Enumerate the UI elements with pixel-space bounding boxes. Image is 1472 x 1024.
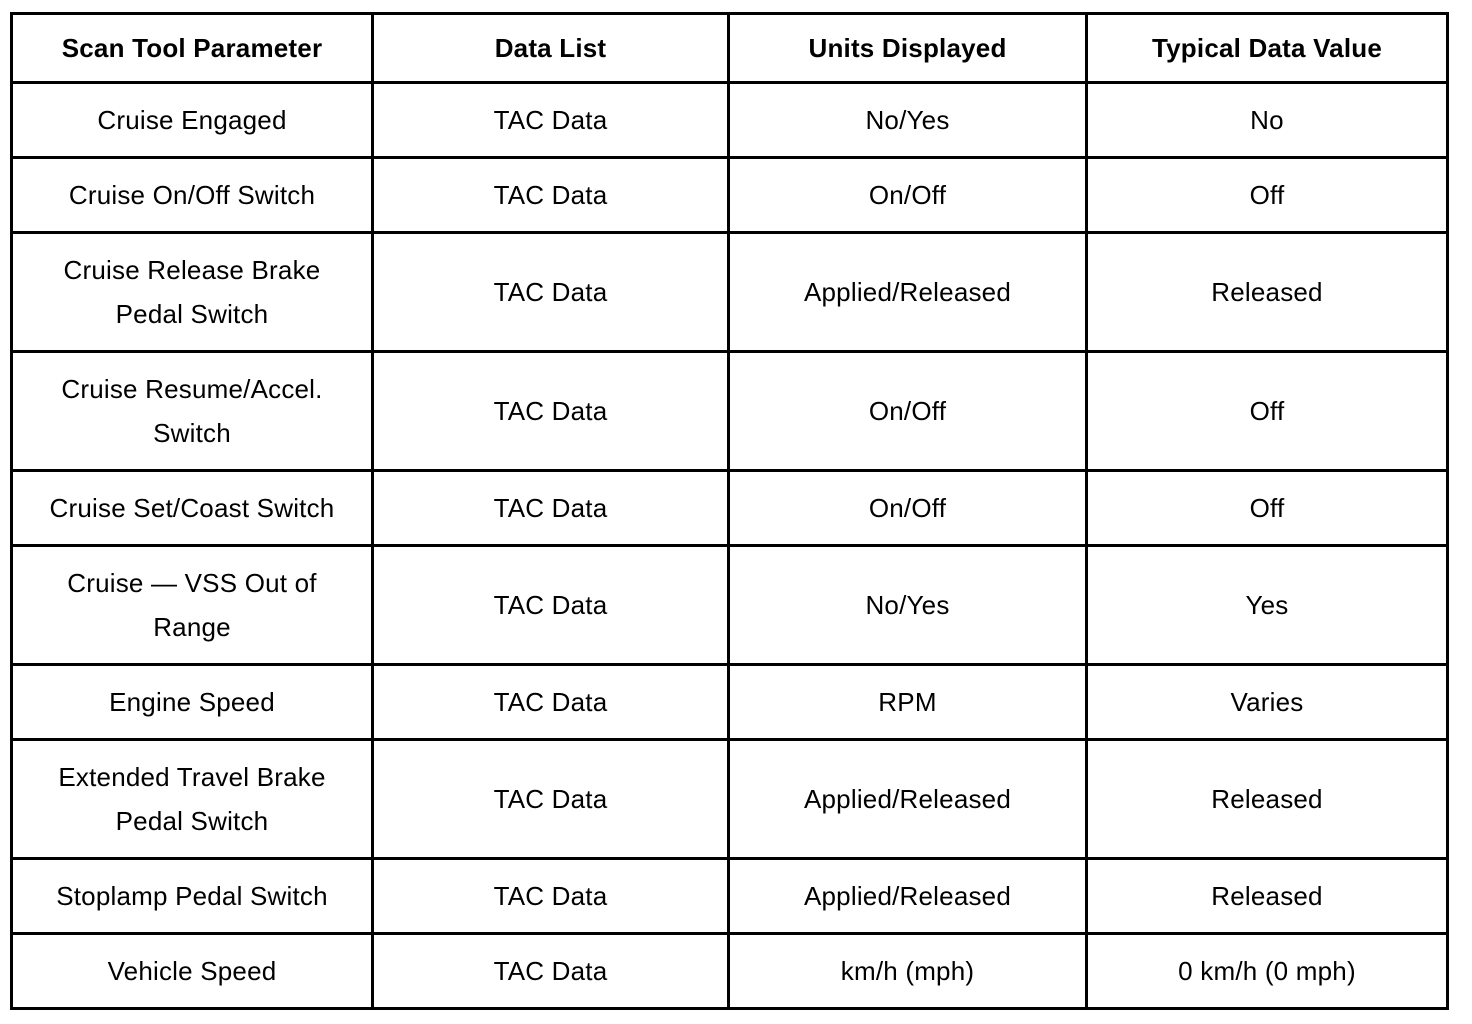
cell-units: No/Yes [729,546,1087,665]
table-header-row [12,14,1448,83]
cell-parameter: Engine Speed [12,665,373,740]
cell-typical-value: Released [1087,859,1448,934]
header-data-list: Data List [373,14,729,83]
cell-typical-value: Yes [1087,546,1448,665]
cell-typical-value: Released [1087,233,1448,352]
table-row [12,158,1448,233]
table-row [12,934,1448,1009]
table-row [12,546,1448,665]
scan-tool-data-table [10,12,1449,1010]
header-scan-tool-parameter: Scan Tool Parameter [12,14,373,83]
cell-data-list: TAC Data [373,233,729,352]
cell-data-list: TAC Data [373,934,729,1009]
cell-parameter: Vehicle Speed [12,934,373,1009]
cell-units: On/Off [729,352,1087,471]
cell-units: On/Off [729,471,1087,546]
cell-data-list: TAC Data [373,859,729,934]
cell-typical-value: Off [1087,352,1448,471]
table-row [12,83,1448,158]
cell-units: On/Off [729,158,1087,233]
table-row [12,233,1448,352]
cell-data-list: TAC Data [373,740,729,859]
scan-tool-data-table-container [10,12,1446,1010]
cell-data-list: TAC Data [373,665,729,740]
table-row [12,352,1448,471]
cell-parameter: Cruise On/Off Switch [12,158,373,233]
cell-units: Applied/Released [729,740,1087,859]
table-row [12,740,1448,859]
cell-data-list: TAC Data [373,546,729,665]
cell-units: Applied/Released [729,233,1087,352]
cell-typical-value: Off [1087,471,1448,546]
cell-data-list: TAC Data [373,352,729,471]
cell-typical-value: Varies [1087,665,1448,740]
header-typical-data-value: Typical Data Value [1087,14,1448,83]
cell-units: Applied/Released [729,859,1087,934]
cell-typical-value: No [1087,83,1448,158]
cell-parameter: Cruise Release Brake Pedal Switch [12,233,373,352]
cell-parameter: Cruise Set/Coast Switch [12,471,373,546]
cell-data-list: TAC Data [373,83,729,158]
cell-parameter: Extended Travel Brake Pedal Switch [12,740,373,859]
cell-units: No/Yes [729,83,1087,158]
cell-parameter: Cruise — VSS Out of Range [12,546,373,665]
cell-data-list: TAC Data [373,471,729,546]
cell-data-list: TAC Data [373,158,729,233]
cell-typical-value: Released [1087,740,1448,859]
cell-units: RPM [729,665,1087,740]
table-row [12,471,1448,546]
cell-parameter: Stoplamp Pedal Switch [12,859,373,934]
table-row [12,859,1448,934]
cell-units: km/h (mph) [729,934,1087,1009]
cell-typical-value: Off [1087,158,1448,233]
cell-parameter: Cruise Resume/Accel. Switch [12,352,373,471]
header-units-displayed: Units Displayed [729,14,1087,83]
cell-parameter: Cruise Engaged [12,83,373,158]
table-row [12,665,1448,740]
cell-typical-value: 0 km/h (0 mph) [1087,934,1448,1009]
